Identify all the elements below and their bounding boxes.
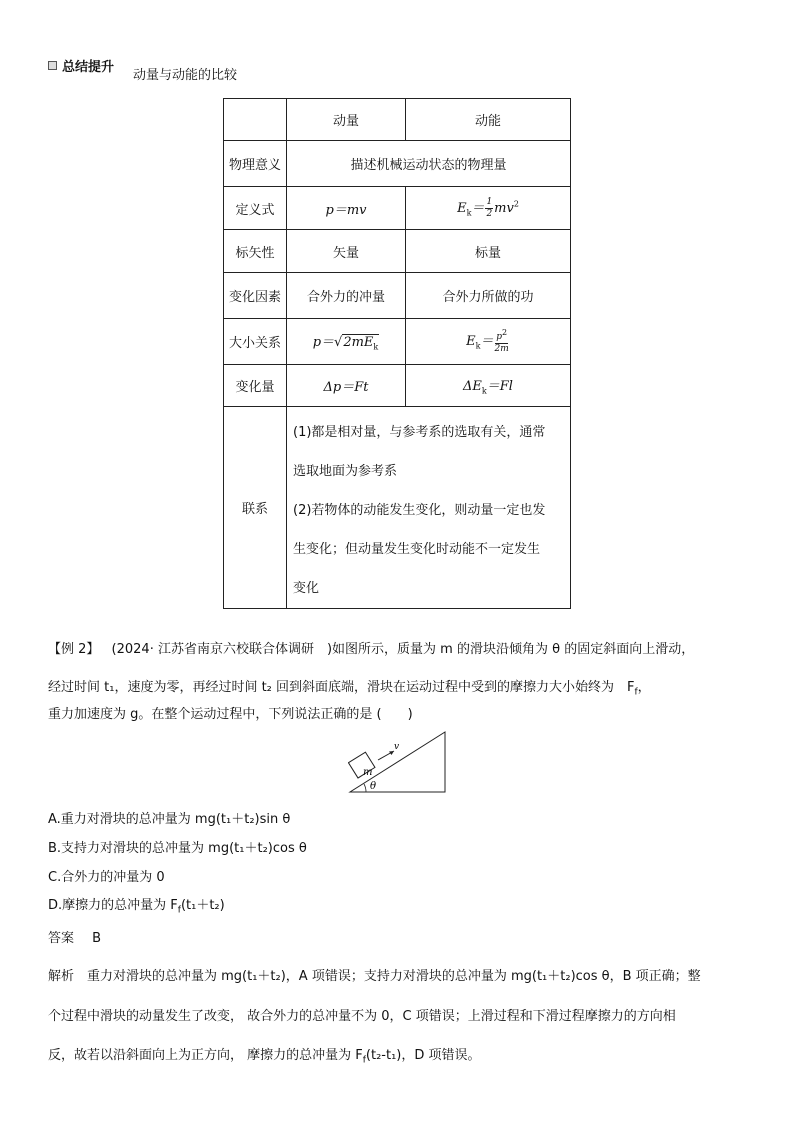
table-cell: 描述机械运动状态的物理量 [287, 141, 571, 187]
formula-subscript: k [475, 341, 481, 351]
momentum-change: Δp＝Ft [287, 365, 406, 407]
section-header [48, 56, 114, 75]
option-c: C.合外力的冲量为 0 [48, 870, 165, 885]
sqrt-body [342, 334, 379, 350]
mass-label: m [363, 767, 373, 778]
fraction-numerator [495, 329, 508, 344]
kinetic-energy-change [406, 365, 571, 407]
row-label: 变化因素 [224, 273, 287, 319]
momentum-magnitude-relation [287, 319, 406, 365]
angle-label: θ [370, 781, 377, 792]
table-row [224, 407, 571, 609]
formula-part: ΔE [463, 379, 482, 395]
formula-subscript: k [481, 386, 487, 396]
formula-part: ＝ [480, 334, 494, 349]
momentum-definition: p＝mv [287, 187, 406, 230]
formula-subscript: k [373, 342, 379, 352]
section-title: 总结提升 [62, 60, 115, 75]
formula-part: E [457, 201, 467, 216]
fraction [495, 329, 509, 354]
column-header-kinetic-energy: 动能 [406, 99, 571, 141]
example-line [48, 638, 694, 657]
explanation-line: 解析 重力对滑块的总冲量为 mg(t₁＋t₂)，A 项错误；支持力对滑块的总冲量为 mg(t₁＋t₂)cos θ，B 项正确；整 [48, 969, 701, 984]
explanation-line [48, 1044, 481, 1066]
comparison-table [223, 98, 571, 609]
row-label: 标矢性 [224, 230, 287, 273]
relation-cell [287, 407, 571, 609]
formula-part: mv [494, 201, 514, 216]
fraction-numerator: 1 [486, 197, 493, 207]
table-corner-cell [224, 99, 287, 141]
example-text: 如图所示，质量为 m 的滑块沿倾角为 θ 的固定斜面向上滑动， [332, 642, 695, 657]
option-a: A.重力对滑块的总冲量为 mg(t₁＋t₂)sin θ [48, 812, 291, 827]
answer-value: B [92, 931, 102, 946]
row-label: 定义式 [224, 187, 287, 230]
relation-line: 选取地面为参考系 [293, 464, 398, 479]
formula-superscript: 2 [502, 328, 508, 337]
row-label: 物理意义 [224, 141, 287, 187]
relation-line: (2)若物体的动能发生变化，则动量一定也发 [293, 503, 546, 518]
table-row [224, 319, 571, 365]
option-d [48, 894, 225, 916]
relation-line: 变化 [293, 581, 320, 596]
option-text: D.摩擦力的总冲量为 F [48, 898, 178, 913]
text-subscript: f [362, 1055, 366, 1066]
table-cell: 合外力的冲量 [287, 273, 406, 319]
formula-part: E [466, 334, 476, 349]
formula-part: ＝ [471, 201, 485, 216]
explanation-text: (t₂-t₁)，D 项错误。 [365, 1048, 481, 1063]
answer-line [48, 927, 101, 946]
table-cell: 矢量 [287, 230, 406, 273]
angle-arc [364, 784, 366, 792]
kinetic-energy-definition [406, 187, 571, 230]
formula-subscript: k [466, 208, 472, 218]
text-subscript: f [177, 905, 181, 916]
sqrt-icon: √ [334, 335, 343, 351]
formula-part: 2mE [343, 335, 374, 351]
table-row [224, 187, 571, 230]
section-subtitle: 动量与动能的比较 [133, 68, 238, 83]
formula-superscript: 2 [513, 199, 519, 209]
table-cell: 标量 [406, 230, 571, 273]
example-tag: 【例 2】 [48, 642, 100, 657]
table-row [224, 273, 571, 319]
answer-label: 答案 [48, 931, 75, 946]
table-row [224, 99, 571, 141]
table-cell: 合外力所做的功 [406, 273, 571, 319]
example-question: 重力加速度为 g。在整个运动过程中，下列说法正确的是 ( ) [48, 707, 413, 722]
relation-line: 生变化；但动量发生变化时动能不一定发生 [293, 542, 541, 557]
example-line [48, 676, 651, 698]
relation-line: (1)都是相对量，与参考系的选取有关，通常 [293, 425, 546, 440]
row-label: 联系 [224, 407, 287, 609]
formula-part: p [496, 332, 503, 342]
incline-figure [348, 728, 448, 796]
column-header-momentum: 动量 [287, 99, 406, 141]
square-bullet-icon [48, 61, 57, 70]
velocity-label: v [394, 742, 400, 752]
explanation-text: 反，故若以沿斜面向上为正方向， 摩擦力的总冲量为 F [48, 1048, 363, 1063]
formula-part: p＝ [312, 335, 335, 351]
row-label: 大小关系 [224, 319, 287, 365]
option-text: (t₁＋t₂) [180, 898, 225, 913]
fraction [485, 198, 493, 219]
example-source: (2024· 江苏省南京六校联合体调研 ) [111, 642, 333, 657]
table-row [224, 365, 571, 407]
row-label: 变化量 [224, 365, 287, 407]
fraction-denominator: 2 [486, 209, 493, 219]
table-row [224, 230, 571, 273]
example-text: ， [637, 680, 651, 695]
fraction-denominator: 2m [494, 344, 509, 354]
example-text: 经过时间 t₁，速度为零，再经过时间 t₂ 回到斜面底端，滑块在运动过程中受到的摩擦力大小始终为 F [48, 680, 635, 695]
table-row [224, 141, 571, 187]
text-subscript: f [634, 687, 638, 698]
kinetic-energy-magnitude-relation [406, 319, 571, 365]
option-b: B.支持力对滑块的总冲量为 mg(t₁＋t₂)cos θ [48, 841, 307, 856]
explanation-line: 个过程中滑块的动量发生了改变， 故合外力的总冲量不为 0，C 项错误；上滑过程和下滑过程摩擦力的方向相 [48, 1009, 676, 1024]
formula-part: ＝Fl [486, 379, 513, 395]
